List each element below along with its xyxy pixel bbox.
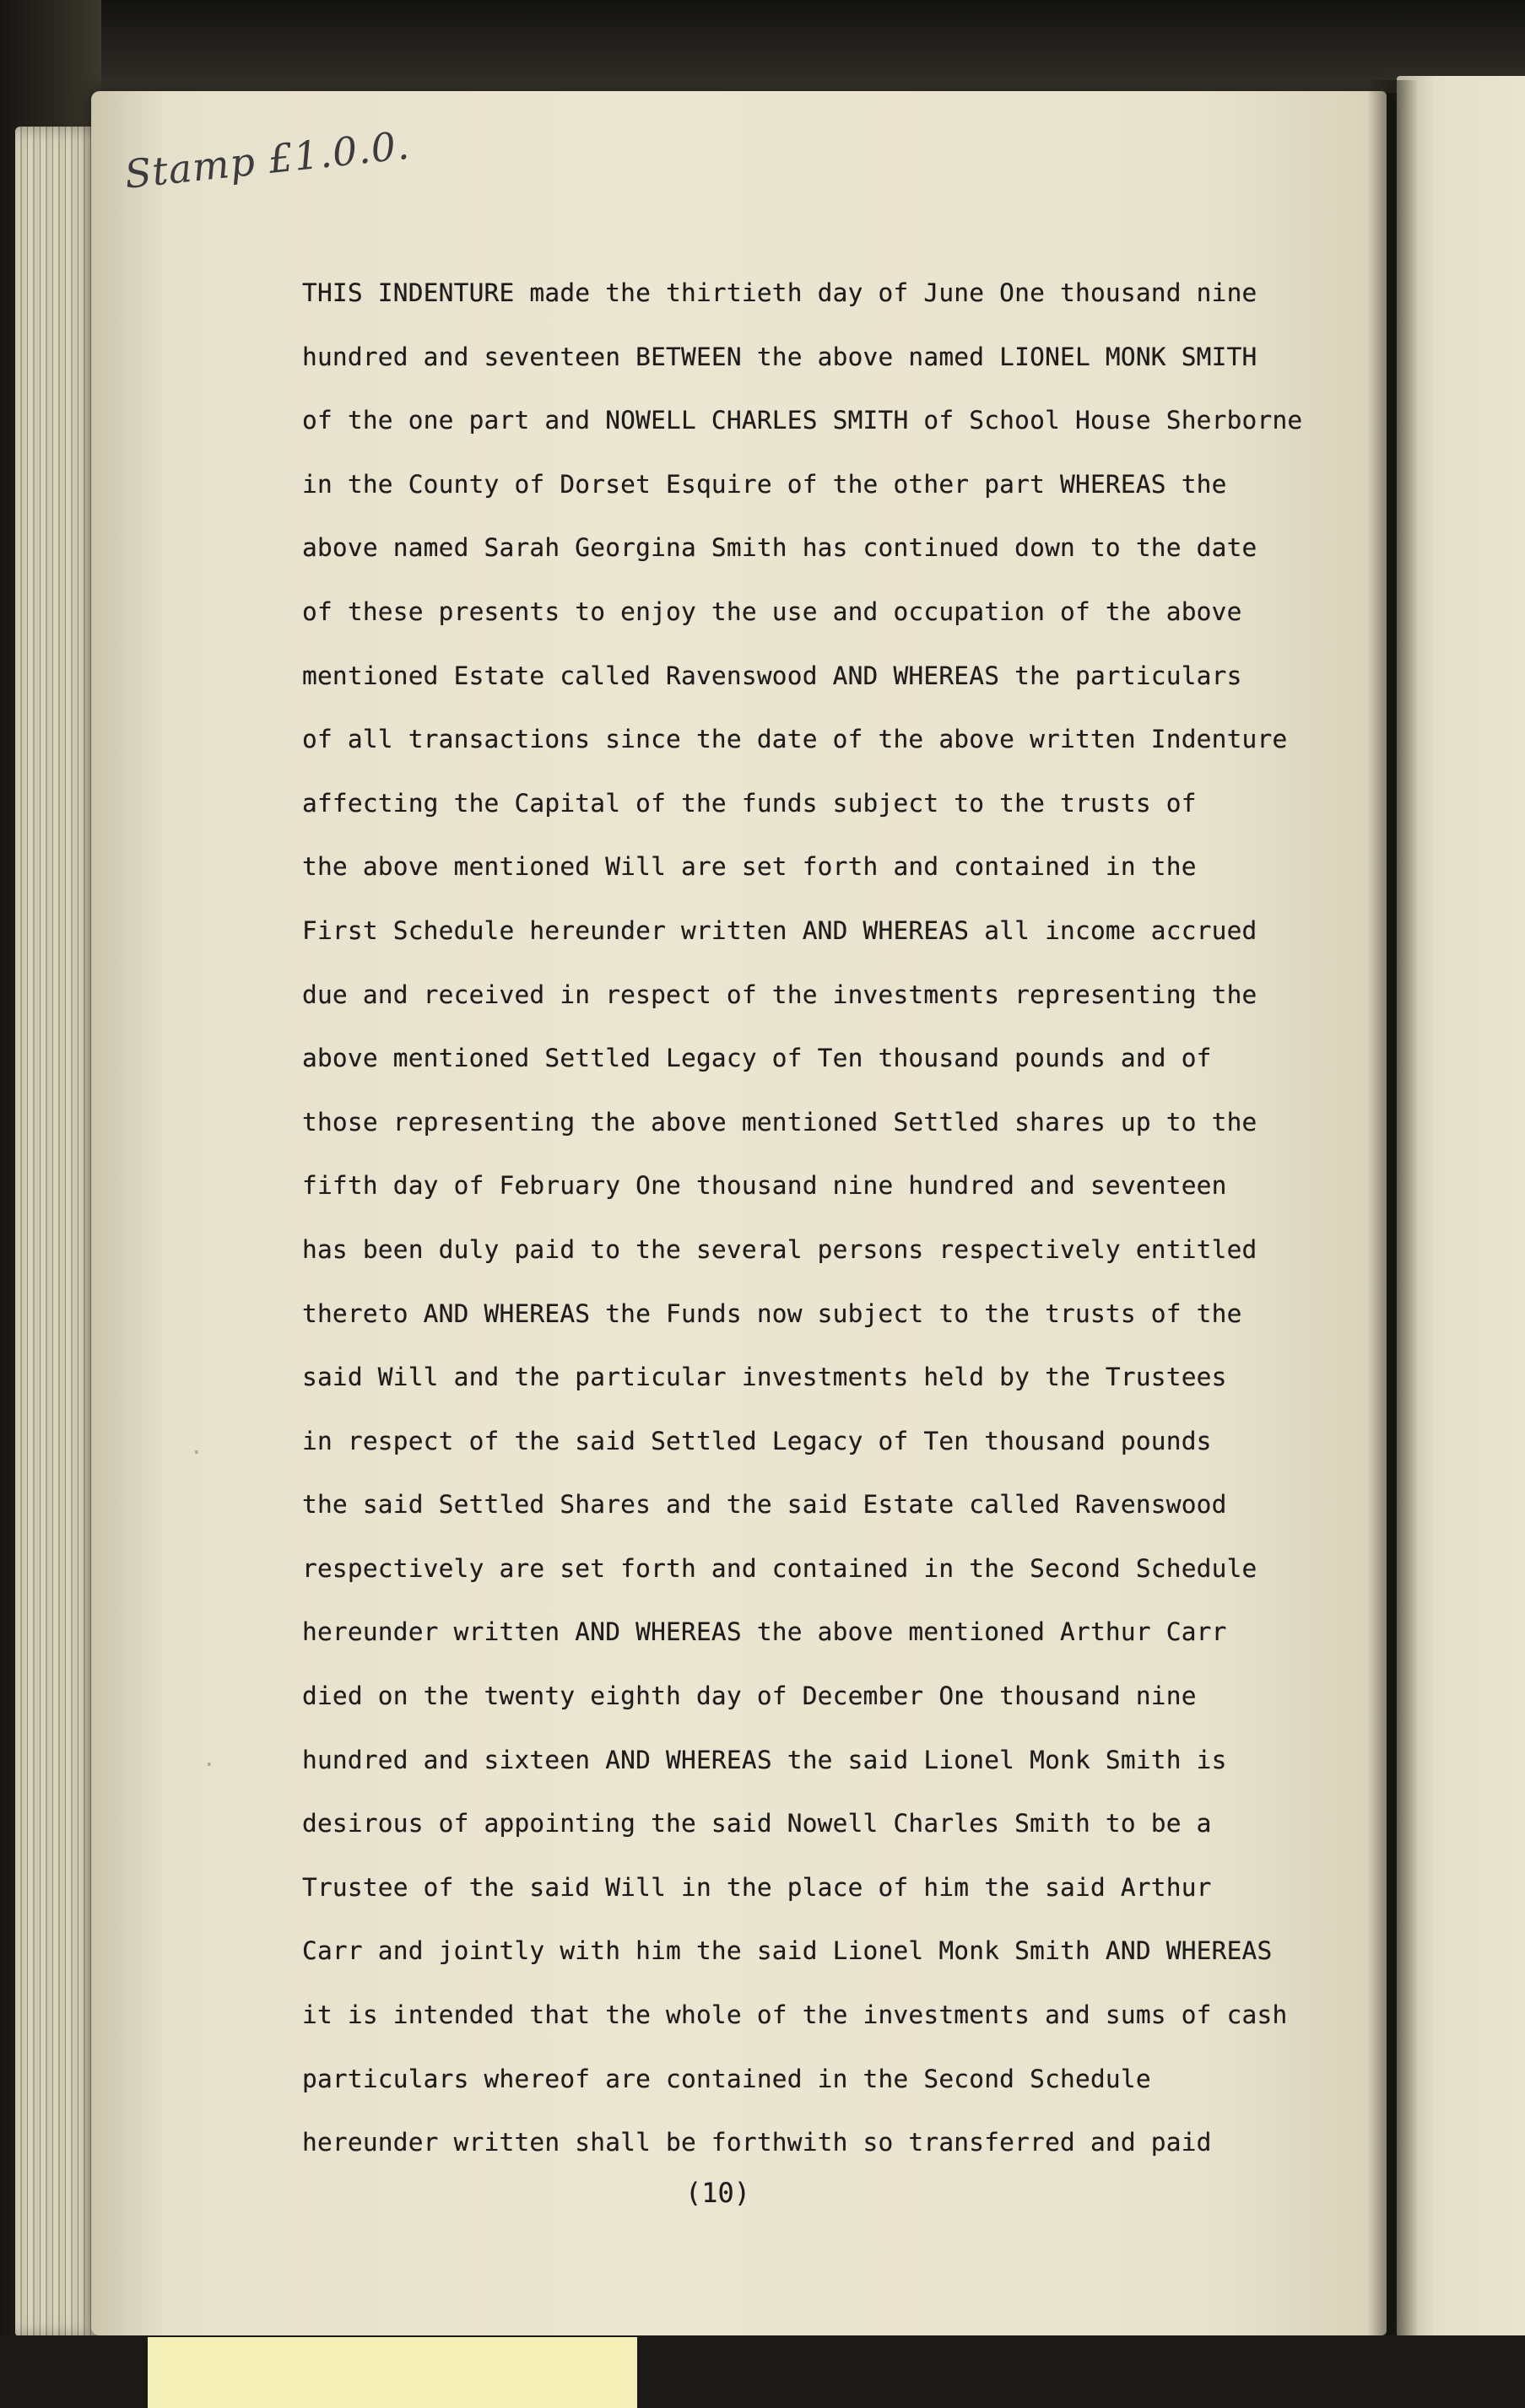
text-line: said Will and the particular investments held by the Trustees: [302, 1363, 1227, 1392]
text-line: in respect of the said Settled Legacy of Ten thousand pounds: [302, 1426, 1212, 1455]
text-line: mentioned Estate called Ravenswood AND WHEREAS the particulars: [302, 661, 1242, 690]
text-line: the said Settled Shares and the said Estate called Ravenswood: [302, 1490, 1227, 1520]
text-line: it is intended that the whole of the investments and sums of cash: [302, 2000, 1288, 2030]
sticky-tab: [148, 2337, 637, 2408]
text-line: hundred and seventeen BETWEEN the above named LIONEL MONK SMITH: [302, 342, 1257, 371]
bleed-through-mark: .: [190, 1434, 203, 1460]
text-line: the above mentioned Will are set forth and contained in the: [302, 852, 1197, 882]
text-line: hereunder written AND WHEREAS the above mentioned Arthur Carr: [302, 1617, 1227, 1647]
text-line: First Schedule hereunder written AND WHEREAS all income accrued: [302, 915, 1257, 945]
text-line: particulars whereof are contained in the Second Schedule: [302, 2064, 1151, 2093]
text-line: hereunder written shall be forthwith so transferred and paid: [302, 2128, 1212, 2157]
text-line: desirous of appointing the said Nowell Charles Smith to be a: [302, 1809, 1212, 1838]
text-line: died on the twenty eighth day of December One thousand nine: [302, 1682, 1197, 1711]
indenture-text: [302, 262, 1378, 2175]
text-line: fifth day of February One thousand nine hundred and seventeen: [302, 1171, 1227, 1201]
text-line: of all transactions since the date of the above written Indenture: [302, 725, 1288, 754]
text-line: above named Sarah Georgina Smith has continued down to the date: [302, 533, 1257, 563]
text-line: thereto AND WHEREAS the Funds now subject to the trusts of the: [302, 1298, 1242, 1328]
text-line: in the County of Dorset Esquire of the other part WHEREAS the: [302, 469, 1227, 499]
handwritten-stamp-note: Stamp £1.0.0.: [122, 121, 413, 197]
text-line: Carr and jointly with him the said Lionel Monk Smith AND WHEREAS: [302, 1936, 1273, 1966]
top-binding-band: [0, 0, 1525, 93]
text-line: those representing the above mentioned Settled shares up to the: [302, 1107, 1257, 1137]
text-line: of the one part and NOWELL CHARLES SMITH of School House Sherborne: [302, 406, 1303, 435]
text-line: hundred and sixteen AND WHEREAS the said Lionel Monk Smith is: [302, 1745, 1227, 1774]
text-line: THIS INDENTURE made the thirtieth day of June One thousand nine: [302, 278, 1257, 307]
bleed-through-mark: .: [203, 1747, 216, 1772]
text-line: of these presents to enjoy the use and occupation of the above: [302, 597, 1242, 626]
text-line: above mentioned Settled Legacy of Ten thousand pounds and of: [302, 1044, 1212, 1073]
text-line: due and received in respect of the investments representing the: [302, 980, 1257, 1009]
text-line: has been duly paid to the several persons respectively entitled: [302, 1234, 1257, 1264]
page-number: (10): [685, 2177, 751, 2209]
text-line: respectively are set forth and contained in the Second Schedule: [302, 1553, 1257, 1583]
text-line: affecting the Capital of the funds subject to the trusts of: [302, 788, 1197, 818]
text-line: Trustee of the said Will in the place of him the said Arthur: [302, 1872, 1212, 1902]
